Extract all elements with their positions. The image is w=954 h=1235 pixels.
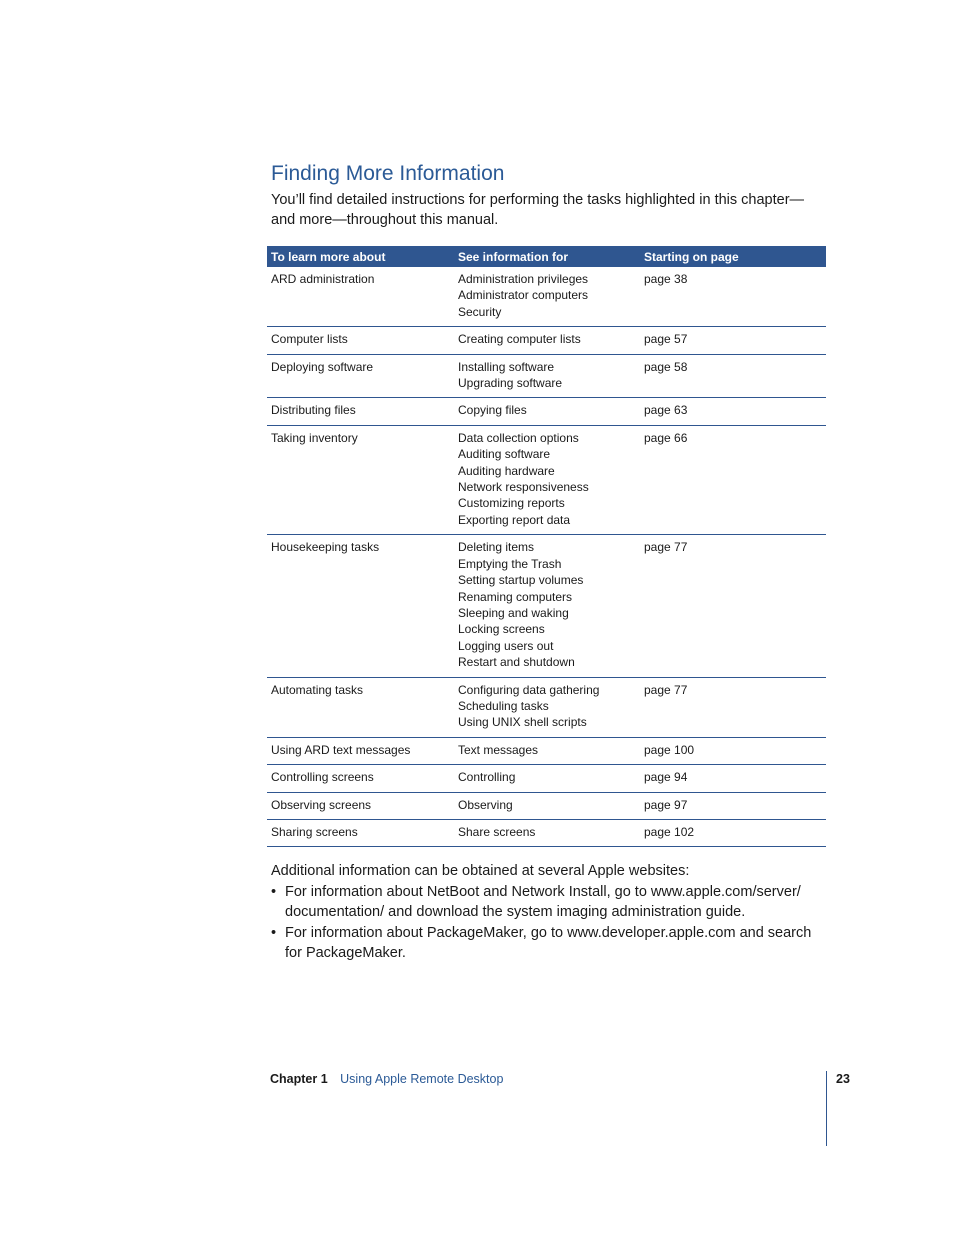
page-cell: page 57 [640,327,826,354]
additional-lead: Additional information can be obtained at several Apple websites: [271,863,690,880]
info-cell [454,267,640,327]
bullet-icon: • [271,883,277,900]
list-item-text: For information about NetBoot and Network Install, go to www.apple.com/server/ documentation/ and download the system imaging administration guide. [285,883,801,921]
info-cell [454,354,640,398]
intro-paragraph: You’ll find detailed instructions for performing the tasks highlighted in this chapter— and more—throughout this manual. [271,192,805,228]
page-cell: page 66 [640,425,826,534]
info-item: Administration privileges [458,272,589,286]
table-row [267,765,826,792]
page-footer [270,1072,503,1086]
info-item: Network responsiveness [458,480,589,495]
info-cell [454,765,640,792]
chapter-title: Using Apple Remote Desktop [340,1072,504,1086]
table-row [267,354,826,398]
topic-cell: Controlling screens [267,765,454,792]
info-cell [454,737,640,764]
info-item: Deleting items [458,540,535,555]
info-item: Creating computer lists [458,332,581,347]
table-row [267,398,826,425]
page-cell: page 102 [640,819,826,846]
info-item: Text messages [458,742,539,757]
info-item: Scheduling tasks [458,698,549,713]
list-item-text: For information about PackageMaker, go to www.developer.apple.com and search for PackageMaker. [285,924,812,962]
info-item: Emptying the Trash [458,556,562,571]
topic-cell: Automating tasks [267,677,454,737]
info-item: Upgrading software [458,376,563,391]
info-cell [454,677,640,737]
page-cell: page 77 [640,677,826,737]
list-item [271,882,826,923]
info-cell [454,327,640,354]
page-cell: page 77 [640,535,826,677]
column-header-info: See information for [454,246,640,267]
info-item: Locking screens [458,622,545,637]
topic-cell: Observing screens [267,792,454,819]
info-item: Logging users out [458,638,554,653]
page-cell: page 97 [640,792,826,819]
column-header-topic: To learn more about [267,246,454,267]
info-item: Restart and shutdown [458,655,575,670]
info-item: Installing software [458,359,555,374]
info-item: Configuring data gathering [458,682,600,697]
info-item: Security [458,304,502,319]
info-cell [454,535,640,677]
info-item: Using UNIX shell scripts [458,715,587,730]
info-item: Observing [458,797,513,812]
bullet-icon: • [271,924,277,941]
info-item: Sleeping and waking [458,605,569,620]
table-row [267,267,826,327]
topic-cell: Deploying software [267,354,454,398]
info-item: Copying files [458,403,527,418]
page-cell: page 100 [640,737,826,764]
info-cell [454,398,640,425]
topic-cell: Housekeeping tasks [267,535,454,677]
topic-cell: Taking inventory [267,425,454,534]
info-item: Share screens [458,824,536,839]
info-item: Exporting report data [458,512,571,527]
table-row [267,819,826,846]
info-cell [454,819,640,846]
additional-info [267,861,826,964]
table-row [267,737,826,764]
section-heading: Finding More Information [271,162,505,185]
info-item: Auditing hardware [458,463,555,478]
page-number: 23 [836,1072,850,1086]
table-row [267,425,826,534]
page-cell: page 63 [640,398,826,425]
topic-cell: Using ARD text messages [267,737,454,764]
info-item: Customizing reports [458,496,565,511]
table-row [267,792,826,819]
website-list [271,882,826,964]
info-item: Renaming computers [458,589,573,604]
table-row [267,677,826,737]
info-item: Administrator computers [458,288,589,303]
table-row [267,327,826,354]
topic-cell: Distributing files [267,398,454,425]
main-content [267,160,826,964]
info-item: Auditing software [458,447,551,462]
topic-cell: ARD administration [267,267,454,327]
page-cell: page 58 [640,354,826,398]
info-item: Setting startup volumes [458,573,584,588]
table-row [267,535,826,677]
topic-cell: Sharing screens [267,819,454,846]
chapter-label: Chapter 1 [270,1072,328,1086]
page-cell: page 38 [640,267,826,327]
info-item: Data collection options [458,430,579,445]
table-header-row [267,246,826,267]
list-item [271,923,826,964]
topic-cell: Computer lists [267,327,454,354]
column-header-page: Starting on page [640,246,826,267]
reference-table [267,246,826,847]
footer-divider [826,1071,827,1146]
info-cell [454,792,640,819]
page-cell: page 94 [640,765,826,792]
info-item: Controlling [458,770,516,785]
table-body [267,267,826,847]
info-cell [454,425,640,534]
